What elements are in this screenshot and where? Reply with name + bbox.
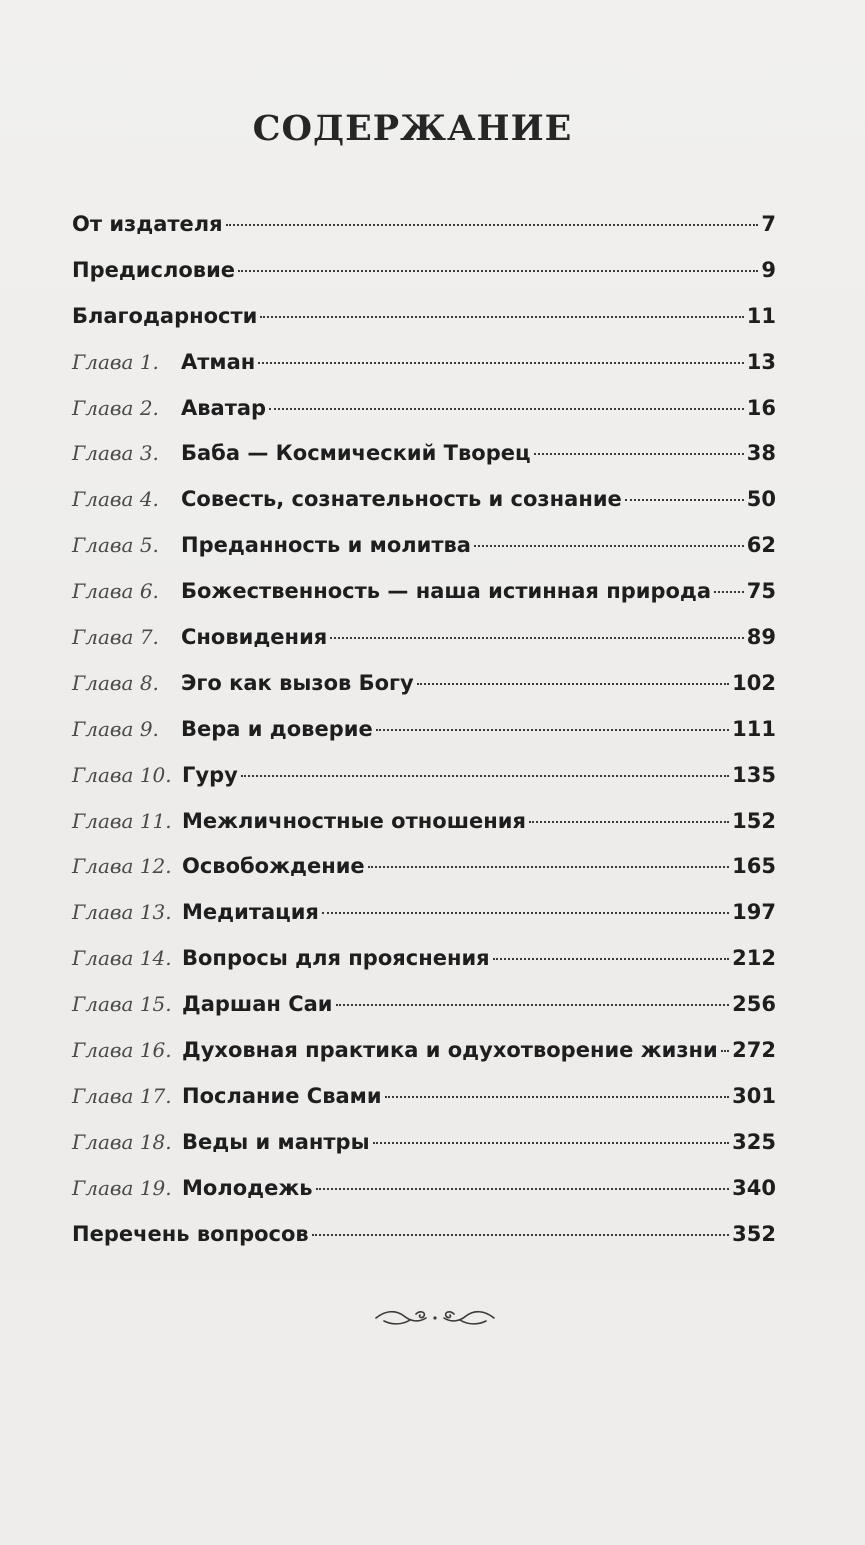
toc-page-number: 340 bbox=[732, 1175, 776, 1200]
toc-entry bbox=[72, 258, 776, 304]
toc-page-number: 9 bbox=[761, 257, 776, 282]
toc-page-number: 102 bbox=[732, 670, 776, 695]
toc-page-number: 7 bbox=[761, 212, 776, 236]
toc-dot-leader bbox=[312, 1234, 729, 1236]
toc-page-number: 16 bbox=[746, 395, 776, 420]
toc-page-number: 352 bbox=[732, 1221, 776, 1246]
toc-entry bbox=[72, 1038, 776, 1084]
toc-entry bbox=[72, 533, 776, 579]
toc-page-number: 75 bbox=[746, 579, 776, 604]
toc-dot-leader bbox=[322, 912, 729, 914]
toc-entry bbox=[72, 1084, 776, 1130]
toc-page-number: 11 bbox=[746, 303, 776, 328]
toc-entry-title: Аватар bbox=[181, 395, 267, 420]
toc-dot-leader bbox=[721, 1050, 729, 1052]
toc-chapter-number: Глава 8. bbox=[72, 670, 159, 695]
toc-entry-title: Вера и доверие bbox=[181, 716, 373, 741]
toc-entry-title: Духовная практика и одухотворение жизни bbox=[182, 1038, 718, 1063]
toc-dot-leader bbox=[330, 637, 744, 639]
toc-entry-title: От издателя bbox=[72, 212, 223, 236]
toc-page-number: 272 bbox=[732, 1038, 776, 1063]
toc-chapter-number: Глава 12. bbox=[72, 854, 172, 879]
toc-chapter-number: Глава 14. bbox=[72, 946, 172, 971]
toc-entry bbox=[72, 212, 776, 258]
toc-dot-leader bbox=[534, 453, 744, 455]
toc-chapter-number: Глава 16. bbox=[72, 1038, 172, 1063]
toc-chapter-number: Глава 1. bbox=[72, 349, 159, 374]
toc-dot-leader bbox=[368, 866, 729, 868]
toc-chapter-number: Глава 19. bbox=[72, 1175, 172, 1200]
toc-dot-leader bbox=[269, 408, 744, 410]
toc-entry bbox=[72, 763, 776, 809]
toc-entry bbox=[72, 487, 776, 533]
toc-chapter-number: Глава 10. bbox=[72, 762, 172, 787]
toc-entry-title: Сновидения bbox=[181, 625, 328, 650]
toc-entry-title: Преданность и молитва bbox=[181, 533, 471, 558]
toc-entry-title: Предисловие bbox=[72, 257, 236, 282]
toc-dot-leader bbox=[241, 775, 729, 777]
toc-chapter-number: Глава 6. bbox=[72, 579, 159, 604]
toc-page-number: 62 bbox=[746, 533, 776, 558]
toc-entry bbox=[72, 625, 776, 671]
toc-page-number: 325 bbox=[732, 1129, 776, 1154]
toc-entry bbox=[72, 304, 776, 350]
toc-dot-leader bbox=[385, 1096, 730, 1098]
toc-chapter-number: Глава 11. bbox=[72, 808, 172, 833]
toc-entry-title: Межличностные отношения bbox=[182, 808, 526, 833]
toc-entry bbox=[72, 396, 776, 442]
toc-entry bbox=[72, 671, 776, 717]
toc-entry bbox=[72, 854, 776, 900]
toc-chapter-number: Глава 15. bbox=[72, 992, 172, 1017]
toc-entry-title: Атман bbox=[181, 349, 256, 374]
toc-entry bbox=[72, 350, 776, 396]
toc-entry-title: Медитация bbox=[182, 900, 319, 925]
toc-dot-leader bbox=[238, 270, 758, 272]
toc-dot-leader bbox=[417, 683, 729, 685]
toc-dot-leader bbox=[258, 362, 743, 364]
toc-page-number: 111 bbox=[732, 716, 776, 741]
toc-entry-title: Совесть, сознательность и сознание bbox=[181, 487, 622, 512]
toc-chapter-number: Глава 3. bbox=[72, 441, 159, 466]
toc-entry-title: Эго как вызов Богу bbox=[181, 670, 414, 695]
page-title: СОДЕРЖАНИЕ bbox=[252, 108, 573, 149]
toc-entry bbox=[72, 1222, 776, 1268]
toc-dot-leader bbox=[529, 821, 729, 823]
toc-chapter-number: Глава 2. bbox=[72, 395, 159, 420]
toc-entry bbox=[72, 1176, 776, 1222]
toc-entry-title: Перечень вопросов bbox=[72, 1221, 309, 1246]
toc-entry bbox=[72, 717, 776, 763]
toc-page-number: 212 bbox=[732, 946, 776, 971]
toc-page-number: 165 bbox=[732, 854, 776, 879]
toc-chapter-number: Глава 5. bbox=[72, 533, 159, 558]
toc-dot-leader bbox=[376, 729, 729, 731]
toc-page-number: 197 bbox=[732, 900, 776, 925]
toc-entry-title: Баба — Космический Творец bbox=[181, 441, 531, 466]
toc-chapter-number: Глава 4. bbox=[72, 487, 159, 512]
toc-entry bbox=[72, 900, 776, 946]
toc-dot-leader bbox=[373, 1142, 730, 1144]
toc-entry bbox=[72, 1130, 776, 1176]
toc-dot-leader bbox=[226, 224, 759, 226]
toc-entry-title: Веды и мантры bbox=[182, 1129, 370, 1154]
toc-dot-leader bbox=[474, 545, 744, 547]
toc-dot-leader bbox=[625, 499, 744, 501]
toc-entry-title: Даршан Саи bbox=[182, 992, 333, 1017]
table-of-contents bbox=[72, 212, 776, 1267]
toc-entry bbox=[72, 992, 776, 1038]
toc-entry-title: Благодарности bbox=[72, 303, 258, 328]
toc-chapter-number: Глава 9. bbox=[72, 716, 159, 741]
toc-page-number: 13 bbox=[746, 349, 776, 374]
toc-entry bbox=[72, 579, 776, 625]
toc-entry bbox=[72, 809, 776, 855]
toc-page-number: 135 bbox=[732, 762, 776, 787]
toc-entry-title: Вопросы для прояснения bbox=[182, 946, 490, 971]
toc-entry-title: Гуру bbox=[182, 762, 238, 787]
toc-dot-leader bbox=[336, 1004, 730, 1006]
toc-dot-leader bbox=[260, 316, 743, 318]
toc-page-number: 50 bbox=[746, 487, 776, 512]
toc-entry-title: Послание Свами bbox=[182, 1083, 382, 1108]
toc-page-number: 256 bbox=[732, 992, 776, 1017]
toc-chapter-number: Глава 13. bbox=[72, 900, 172, 925]
toc-dot-leader bbox=[316, 1188, 730, 1190]
toc-dot-leader bbox=[714, 591, 744, 593]
toc-page-number: 89 bbox=[746, 625, 776, 650]
flourish-ornament-icon bbox=[372, 1305, 498, 1331]
toc-chapter-number: Глава 18. bbox=[72, 1129, 172, 1154]
toc-entry-title: Молодежь bbox=[182, 1175, 313, 1200]
toc-chapter-number: Глава 17. bbox=[72, 1083, 172, 1108]
toc-page-number: 38 bbox=[746, 441, 776, 466]
toc-entry-title: Освобождение bbox=[182, 854, 365, 879]
toc-page-number: 301 bbox=[732, 1083, 776, 1108]
toc-chapter-number: Глава 7. bbox=[72, 625, 159, 650]
toc-entry bbox=[72, 441, 776, 487]
toc-dot-leader bbox=[493, 958, 730, 960]
toc-page-number: 152 bbox=[732, 808, 776, 833]
toc-entry bbox=[72, 946, 776, 992]
toc-entry-title: Божественность — наша истинная природа bbox=[181, 579, 712, 604]
